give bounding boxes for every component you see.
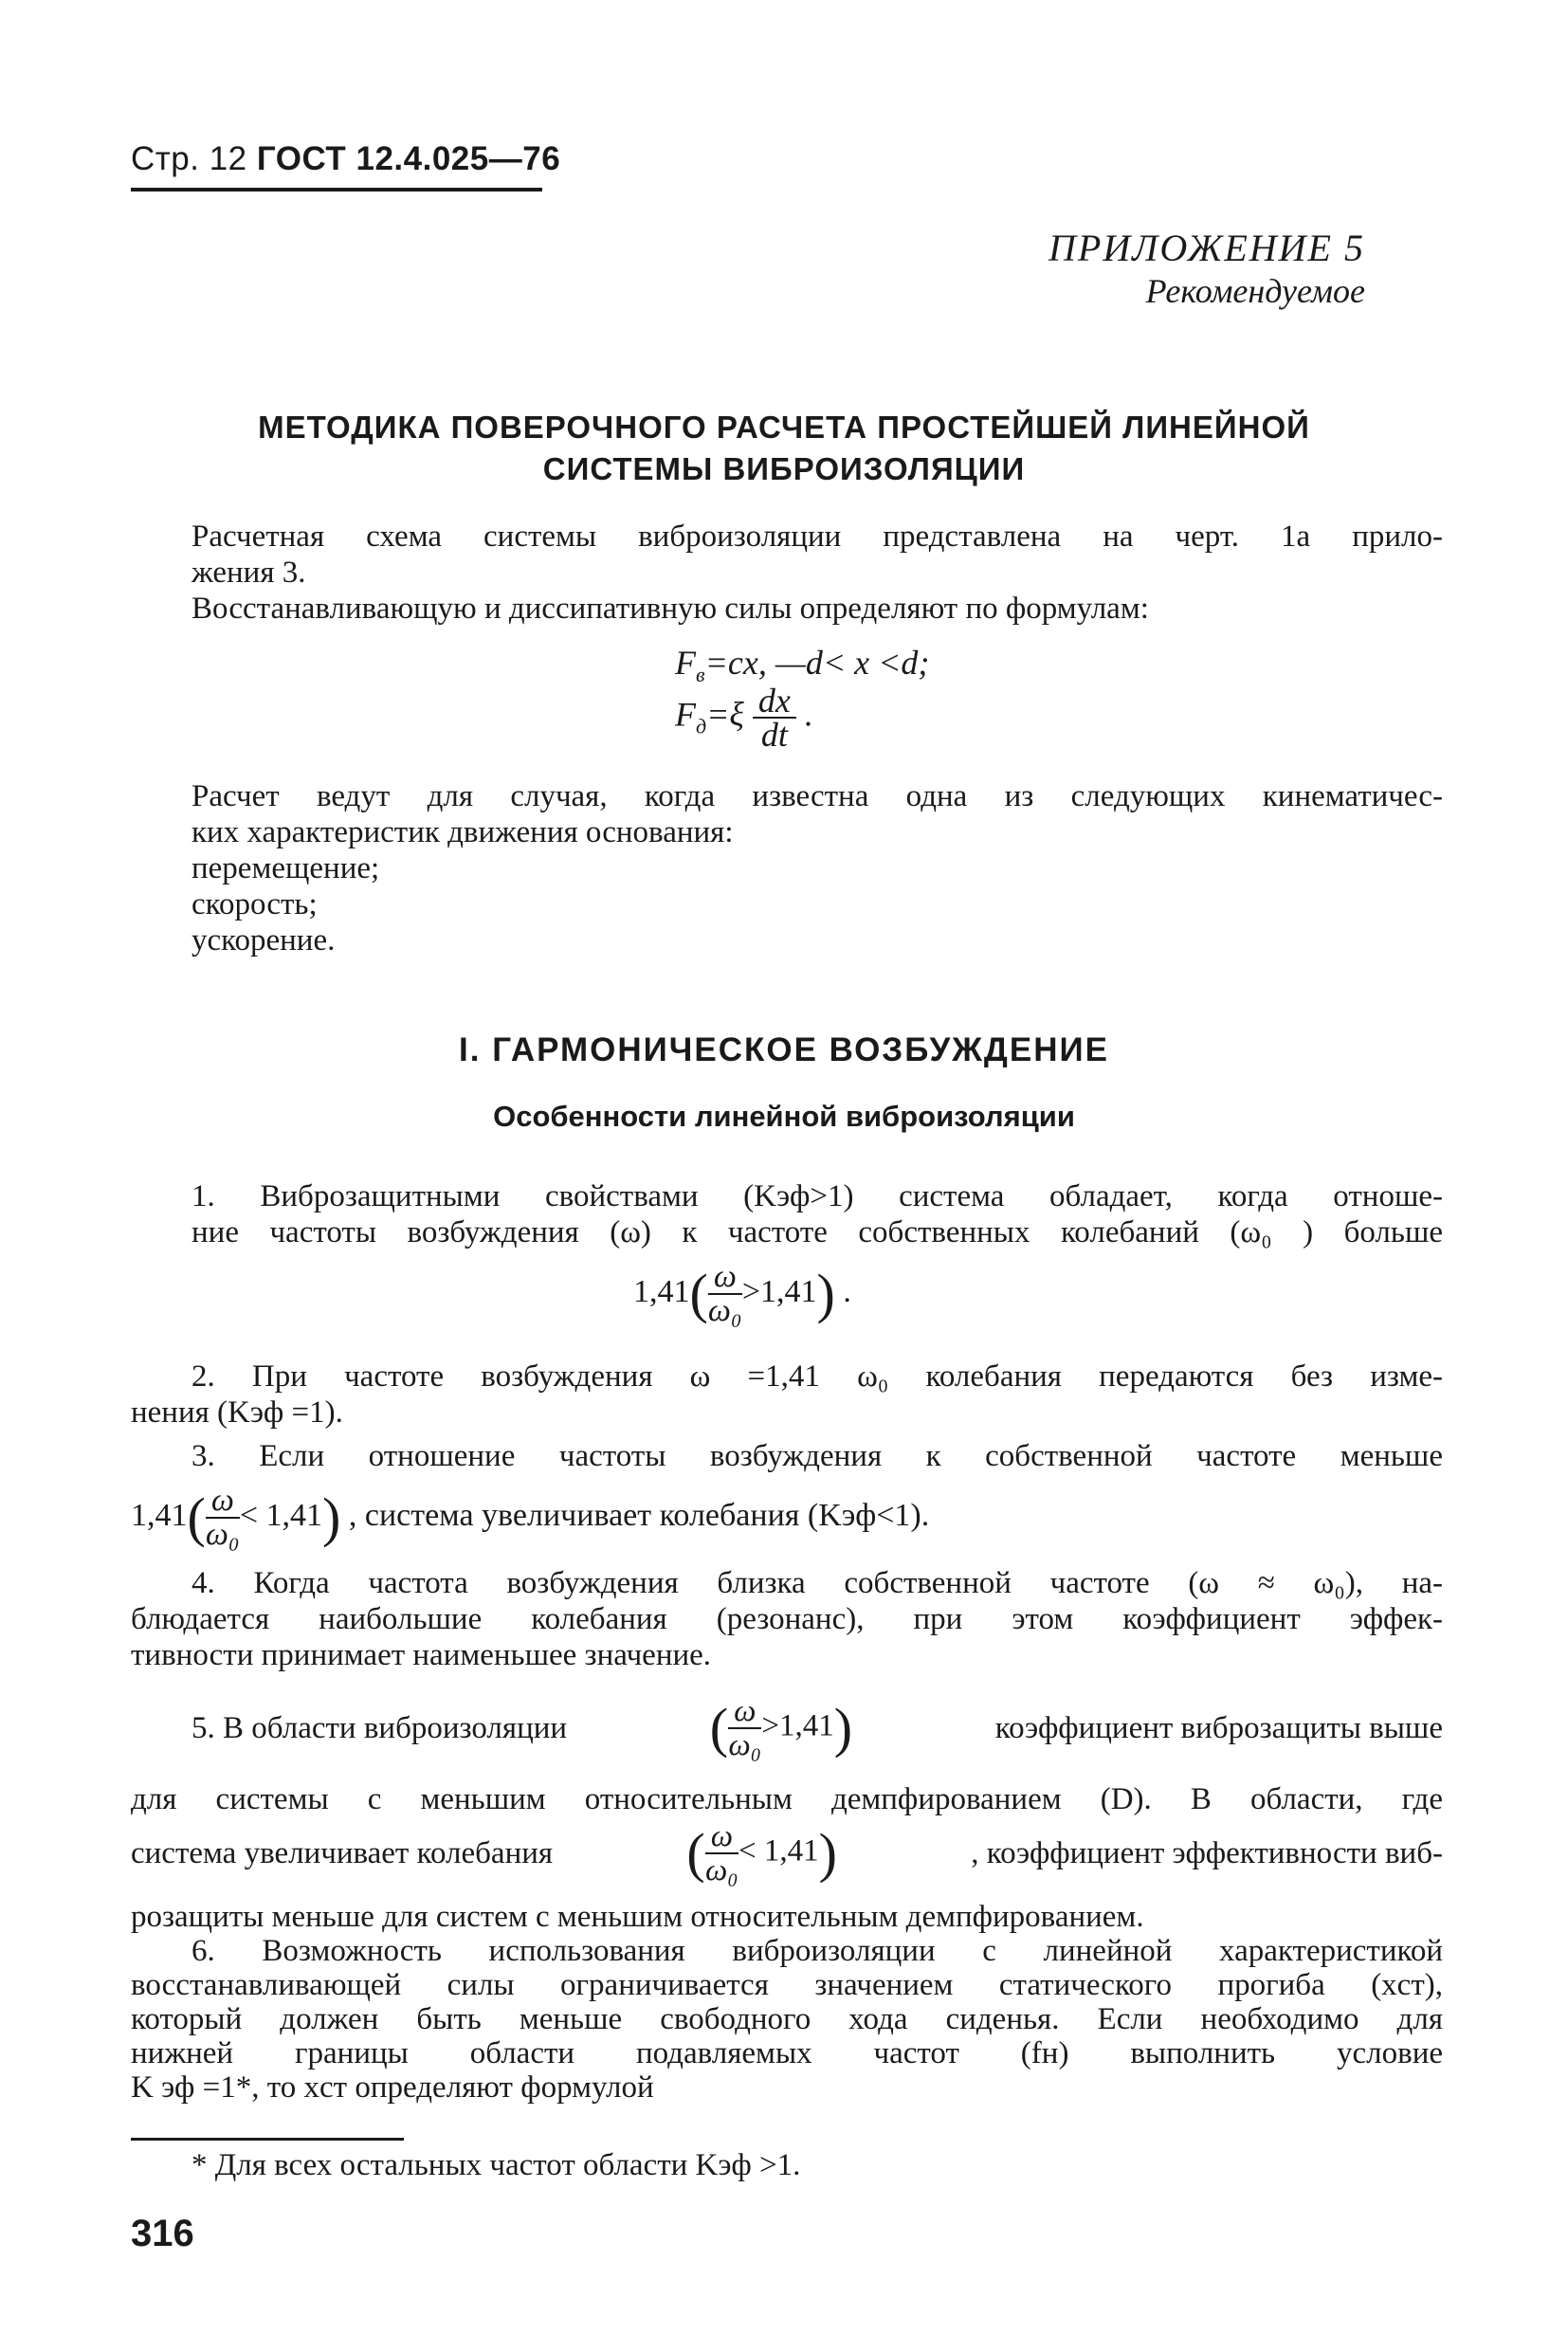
item-5-line-4: розащиты меньше для систем с меньшим относительным демпфированием.: [131, 1900, 1144, 1934]
item-6-line-5: K эф =1*, то xст определяют формулой: [131, 2070, 654, 2105]
item-5-line-2: для системы с меньшим относительным демпфированием (D). В области, где: [131, 1782, 1443, 1816]
intro-line-2: жения 3.: [191, 556, 306, 590]
kinematics-item-acceleration: ускорение.: [191, 923, 336, 957]
standard-code: ГОСТ 12.4.025—76: [256, 140, 561, 177]
appendix-title: ПРИЛОЖЕНИЕ 5: [1048, 227, 1365, 269]
item-6-line-4: нижней границы области подавляемых частот (fн) выполнить условие: [131, 2036, 1443, 2070]
item-2-line-1: 2. При частоте возбуждения ω =1,41 ω₀ колебания передаются без изме-: [191, 1359, 1443, 1394]
item-6-line-3: который должен быть меньше свободного хода сиденья. Если необходимо для: [131, 2002, 1443, 2036]
item-5-line-3: система увеличивает колебания ( $\frac{\omega}{\text{ω₀}}$ < 1,41) , коэффициент эффективности виб-: [131, 1819, 1443, 1887]
kinematics-line-1: Расчет ведут для случая, когда известна одна из следующих кинематичес-: [191, 779, 1443, 813]
item-1-line-2: ние частоты возбуждения (ω) к частоте собственных колебаний (ω₀ ) больше: [191, 1215, 1443, 1249]
item-1-line-1: 1. Виброзащитными свойствами (Kэф>1) система обладает, когда отноше-: [191, 1179, 1443, 1213]
item-4-line-1: 4. Когда частота возбуждения близка собственной частоте (ω ≈ ω₀), на-: [191, 1566, 1443, 1600]
item-1-formula: 1,41( $\frac{\omega}{\text{ω₀}}$ >1,41) .: [633, 1259, 851, 1328]
item-2-line-2: нения (Kэф =1).: [131, 1395, 343, 1430]
kinematics-item-displacement: перемещение;: [191, 851, 380, 885]
doc-title-line-2: СИСТЕМЫ ВИБРОИЗОЛЯЦИИ: [542, 451, 1026, 486]
item-4-line-3: тивности принимает наименьшее значение.: [131, 1638, 712, 1672]
item-3-line-1: 3. Если отношение частоты возбуждения к собственной частоте меньше: [191, 1439, 1443, 1473]
item-4-line-2: блюдается наибольшие колебания (резонанс), при этом коэффициент эффек-: [131, 1602, 1443, 1636]
item-6-line-2: восстанавливающей силы ограничивается значением статического прогиба (xст),: [131, 1968, 1443, 2002]
page-label: Стр. 12: [131, 140, 247, 177]
footnote-rule: [131, 2138, 404, 2141]
kinematics-line-2: ких характеристик движения основания:: [191, 815, 734, 849]
section-subtitle: Особенности линейной виброизоляции: [493, 1100, 1075, 1133]
intro-line-1: Расчетная схема системы виброизоляции представлена на черт. 1а прило-: [191, 520, 1443, 554]
header-rule: [131, 188, 542, 191]
formula-restoring-force: $F_в=cx$, —d< x <d;: [675, 644, 930, 687]
page-number: 316: [131, 2213, 194, 2254]
running-header: [131, 140, 560, 178]
appendix-status: Рекомендуемое: [1145, 272, 1365, 310]
section-title: I. ГАРМОНИЧЕСКОЕ ВОЗБУЖДЕНИЕ: [459, 1031, 1109, 1068]
item-3-formula: 1,41( $\frac{\omega}{\text{ω₀}}$ < 1,41) , система увеличивает колебания (Kэф<1).: [131, 1483, 930, 1552]
fraction-dx-dt: $\frac{dx}{dt}$: [753, 684, 796, 751]
doc-title-line-1: МЕТОДИКА ПОВЕРОЧНОГО РАСЧЕТА ПРОСТЕЙШЕЙ ЛИНЕЙНОЙ: [258, 410, 1310, 445]
formula-dissipative-force: $F_д=\xi$ $\frac{dx}{dt}$ .: [675, 682, 813, 754]
item-6-line-1: 6. Возможность использования виброизоляции с линейной характеристикой: [191, 1934, 1443, 1968]
kinematics-item-velocity: скорость;: [191, 887, 318, 921]
item-5-line-1: 5. В области виброизоляции ( $\frac{\omega}{\text{ω₀}}$ >1,41) коэффициент виброзащиты выше: [191, 1694, 1443, 1762]
intro-formulas-lead: Восстанавливающую и диссипативную силы определяют по формулам:: [191, 592, 1149, 626]
footnote: * Для всех остальных частот области Kэф >1.: [191, 2148, 801, 2182]
